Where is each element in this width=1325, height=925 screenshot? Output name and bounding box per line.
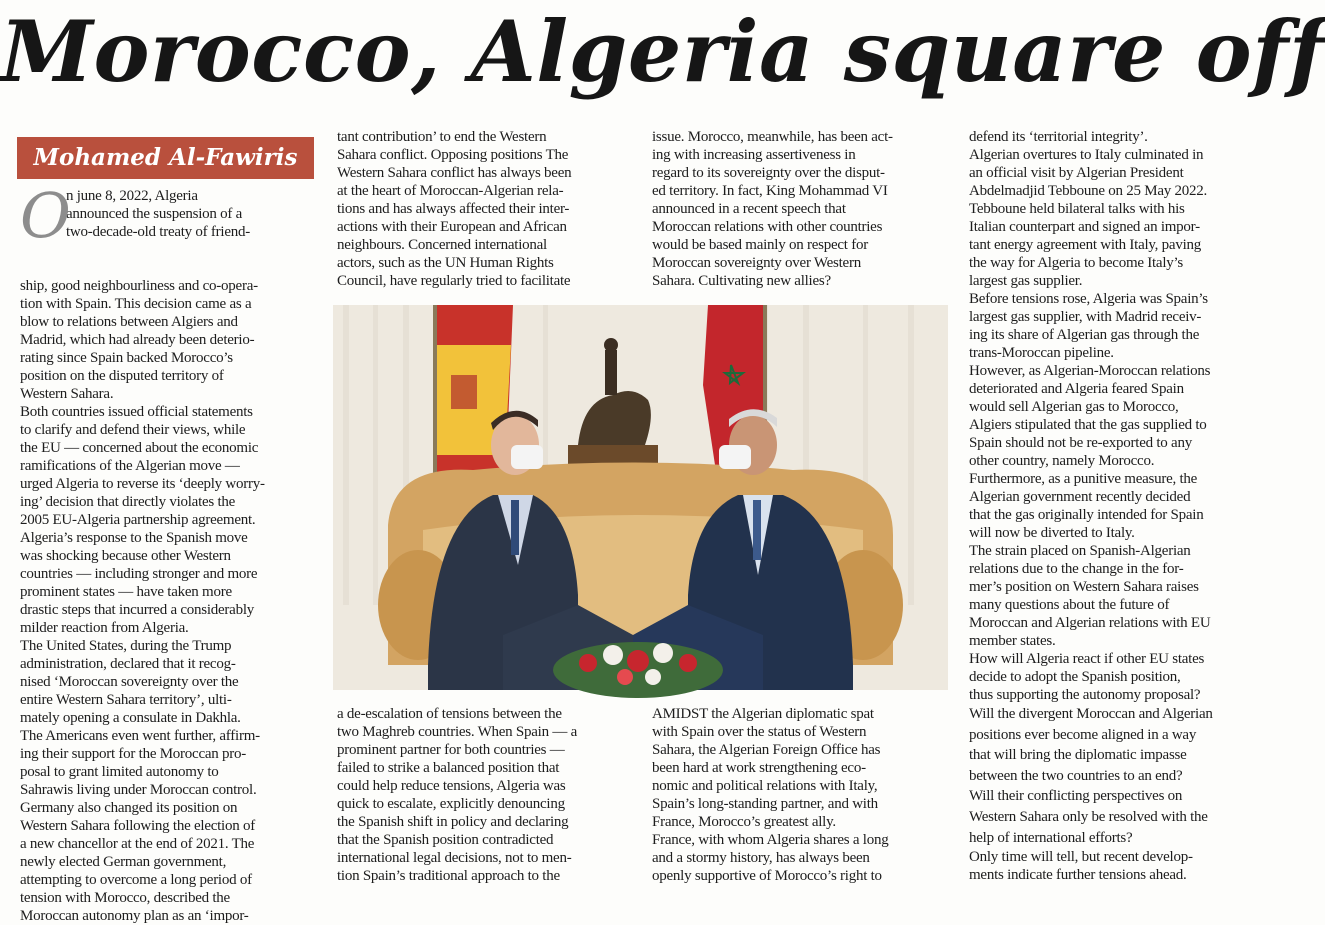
text-line: trans-Moroccan pipeline. <box>969 345 1114 361</box>
text-line: the EU — concerned about the economic <box>20 440 259 456</box>
text-line: Western Sahara following the election of <box>20 818 255 834</box>
text-line: Moroccan sovereignty over Western <box>652 255 861 271</box>
text-line: tant energy agreement with Italy, paving <box>969 237 1201 253</box>
text-line: decide to adopt the Spanish position, <box>969 669 1181 685</box>
article-column-4 <box>969 128 1269 890</box>
text-line: a de-escalation of tensions between the <box>337 706 562 722</box>
text-line: Will the divergent Moroccan and Algerian <box>969 706 1213 722</box>
text-line: issue. Morocco, meanwhile, has been act- <box>652 129 893 145</box>
text-line: ments indicate further tensions ahead. <box>969 867 1187 884</box>
text-line: and a stormy history, has always been <box>652 850 870 866</box>
text-line: Germany also changed its position on <box>20 800 238 816</box>
text-line: milder reaction from Algeria. <box>20 620 189 636</box>
text-line: How will Algeria react if other EU states <box>969 651 1205 667</box>
text-line: Italian counterpart and signed an impor- <box>969 219 1200 235</box>
article-column-1 <box>20 179 318 924</box>
text-line: neighbours. Concerned international <box>337 237 547 253</box>
news-photo-leaders-meeting <box>333 305 948 690</box>
text-line: Only time will tell, but recent develop- <box>969 849 1193 866</box>
text-line: France, Morocco’s greatest ally. <box>652 814 836 830</box>
text-line: was shocking because other Western <box>20 548 231 564</box>
text-line: Madrid, which had already been deterio- <box>20 332 255 348</box>
text-line: member states. <box>969 633 1056 649</box>
text-line: actors, such as the UN Human Rights <box>337 255 554 271</box>
text-line: tension with Morocco, described the <box>20 890 230 906</box>
text-line: Before tensions rose, Algeria was Spain’s <box>969 291 1208 307</box>
text-line: The strain placed on Spanish-Algerian <box>969 543 1191 559</box>
text-line: blow to relations between Algiers and <box>20 314 238 330</box>
text-line: positions ever become aligned in a way <box>969 726 1197 743</box>
text-line: Western Sahara conflict has always been <box>337 165 572 181</box>
text-line: France, with whom Algeria shares a long <box>652 832 889 848</box>
text-line: Sahara, the Algerian Foreign Office has <box>652 742 881 758</box>
text-line: rating since Spain backed Morocco’s <box>20 350 233 366</box>
text-line: ing with increasing assertiveness in <box>652 147 856 163</box>
text-line: ship, good neighbourliness and co-opera- <box>20 278 258 294</box>
text-line: mer’s position on Western Sahara raises <box>969 579 1199 595</box>
text-line: defend its ‘territorial integrity’. <box>969 129 1148 145</box>
flower-arrangement <box>553 642 723 698</box>
text-line: two Maghreb countries. When Spain — a <box>337 724 578 740</box>
text-line: openly supportive of Morocco’s right to <box>652 868 882 884</box>
text-line: would sell Algerian gas to Morocco, <box>969 399 1179 415</box>
text-line: failed to strike a balanced position that <box>337 760 560 776</box>
text-line: regard to its sovereignty over the disput- <box>652 165 885 181</box>
text-line: between the two countries to an end? <box>969 767 1183 784</box>
text-line: with Spain over the status of Western <box>652 724 867 740</box>
article-column-2-bottom <box>337 705 629 890</box>
byline: Mohamed Al-Fawiris <box>17 137 314 179</box>
text-line: other country, namely Morocco. <box>969 453 1155 469</box>
text-line: ramifications of the Algerian move — <box>20 458 240 474</box>
text-line: been hard at work strengthening eco- <box>652 760 866 776</box>
text-line: Algerian overtures to Italy culminated in <box>969 147 1204 163</box>
text-line: tion Spain’s traditional approach to the <box>337 868 560 884</box>
text-line: ing their support for the Moroccan pro- <box>20 746 247 762</box>
text-line: 2005 EU-Algeria partnership agreement. <box>20 512 256 528</box>
text-line: Western Sahara only be resolved with the <box>969 808 1208 825</box>
text-line: posal to grant limited autonomy to <box>20 764 219 780</box>
text-line: drastic steps that incurred a considerably <box>20 602 254 618</box>
text-line: newly elected German government, <box>20 854 227 870</box>
text-line: ed territory. In fact, King Mohammad VI <box>652 183 888 199</box>
text-line: Moroccan relations with other countries <box>652 219 883 235</box>
text-line: that will bring the diplomatic impasse <box>969 747 1187 764</box>
text-line: Sahara. Cultivating new allies? <box>652 273 831 289</box>
text-line: two-decade-old treaty of friend- <box>66 224 250 240</box>
text-line: to clarify and defend their views, while <box>20 422 246 438</box>
text-line: announced in a recent speech that <box>652 201 846 217</box>
text-line: AMIDST the Algerian diplomatic spat <box>652 706 874 722</box>
text-line: a new chancellor at the end of 2021. The <box>20 836 255 852</box>
article-column-3-bottom <box>652 705 946 890</box>
text-line: tion with Spain. This decision came as a <box>20 296 252 312</box>
text-line: entire Western Sahara territory’, ulti- <box>20 692 232 708</box>
text-line: prominent states — have taken more <box>20 584 232 600</box>
text-line: nised ‘Moroccan sovereignty over the <box>20 674 239 690</box>
text-line: However, as Algerian-Moroccan relations <box>969 363 1211 379</box>
text-line: countries — including stronger and more <box>20 566 258 582</box>
text-line: attempting to overcome a long period of <box>20 872 252 888</box>
text-line: Algerian government recently decided <box>969 489 1191 505</box>
dropcap: O <box>20 179 71 252</box>
text-line: n june 8, 2022, Algeria <box>66 188 198 204</box>
headline: Morocco, Algeria square off <box>0 2 1325 101</box>
text-line: relations due to the change in the for- <box>969 561 1184 577</box>
text-line: Algiers stipulated that the gas supplied to <box>969 417 1207 433</box>
text-line: many questions about the future of <box>969 597 1170 613</box>
text-line: position on the disputed territory of <box>20 368 224 384</box>
text-line: Moroccan autonomy plan as an ‘impor- <box>20 908 249 924</box>
text-line: administration, declared that it recog- <box>20 656 236 672</box>
text-line: largest gas supplier, with Madrid receiv- <box>969 309 1202 325</box>
text-line: will now be diverted to Italy. <box>969 525 1135 541</box>
text-line: Council, have regularly tried to facilitate <box>337 273 571 289</box>
text-line: the Spanish shift in policy and declaring <box>337 814 569 830</box>
text-line: ing its share of Algerian gas through the <box>969 327 1200 343</box>
text-line: Sahara conflict. Opposing positions The <box>337 147 569 163</box>
text-line: ing’ decision that directly violates the <box>20 494 236 510</box>
text-line: mately opening a consulate in Dakhla. <box>20 710 241 726</box>
text-line: international legal decisions, not to men- <box>337 850 572 866</box>
text-line: Western Sahara. <box>20 386 114 402</box>
text-line: Tebboune held bilateral talks with his <box>969 201 1185 217</box>
text-line: announced the suspension of a <box>66 206 243 222</box>
text-line: nomic and political relations with Italy, <box>652 778 878 794</box>
text-line: an official visit by Algerian President <box>969 165 1184 181</box>
text-line: Spain’s long-standing partner, and with <box>652 796 878 812</box>
text-line: Moroccan and Algerian relations with EU <box>969 615 1211 631</box>
text-line: that the gas originally intended for Spain <box>969 507 1204 523</box>
text-line: Abdelmadjid Tebboune on 25 May 2022. <box>969 183 1207 199</box>
text-line: urged Algeria to reverse its ‘deeply worry- <box>20 476 265 492</box>
text-line: help of international efforts? <box>969 829 1133 846</box>
text-line: Sahrawis living under Moroccan control. <box>20 782 257 798</box>
text-line: Will their conflicting perspectives on <box>969 788 1183 805</box>
dropcap-paragraph <box>20 179 318 277</box>
text-line: tant contribution’ to end the Western <box>337 129 547 145</box>
text-line: thus supporting the autonomy proposal? <box>969 687 1201 703</box>
text-line: The United States, during the Trump <box>20 638 232 654</box>
text-line: would be based mainly on respect for <box>652 237 868 253</box>
article-column-3-top <box>652 128 946 296</box>
text-line: tions and has always affected their inter- <box>337 201 570 217</box>
text-line: deteriorated and Algeria feared Spain <box>969 381 1184 397</box>
photo-illustration <box>333 305 948 690</box>
text-line: that the Spanish position contradicted <box>337 832 554 848</box>
text-line: Furthermore, as a punitive measure, the <box>969 471 1198 487</box>
text-line: quick to escalate, explicitly denouncing <box>337 796 565 812</box>
text-line: prominent partner for both countries — <box>337 742 565 758</box>
text-line: at the heart of Moroccan-Algerian rela- <box>337 183 564 199</box>
text-line: the way for Algeria to become Italy’s <box>969 255 1184 271</box>
text-line: Spain should not be re-exported to any <box>969 435 1192 451</box>
text-line: actions with their European and African <box>337 219 567 235</box>
text-line: Algeria’s response to the Spanish move <box>20 530 248 546</box>
text-line: largest gas supplier. <box>969 273 1083 289</box>
text-line: could help reduce tensions, Algeria was <box>337 778 566 794</box>
article-column-2-top <box>337 128 629 296</box>
text-line: The Americans even went further, affirm- <box>20 728 260 744</box>
text-line: Both countries issued official statements <box>20 404 253 420</box>
